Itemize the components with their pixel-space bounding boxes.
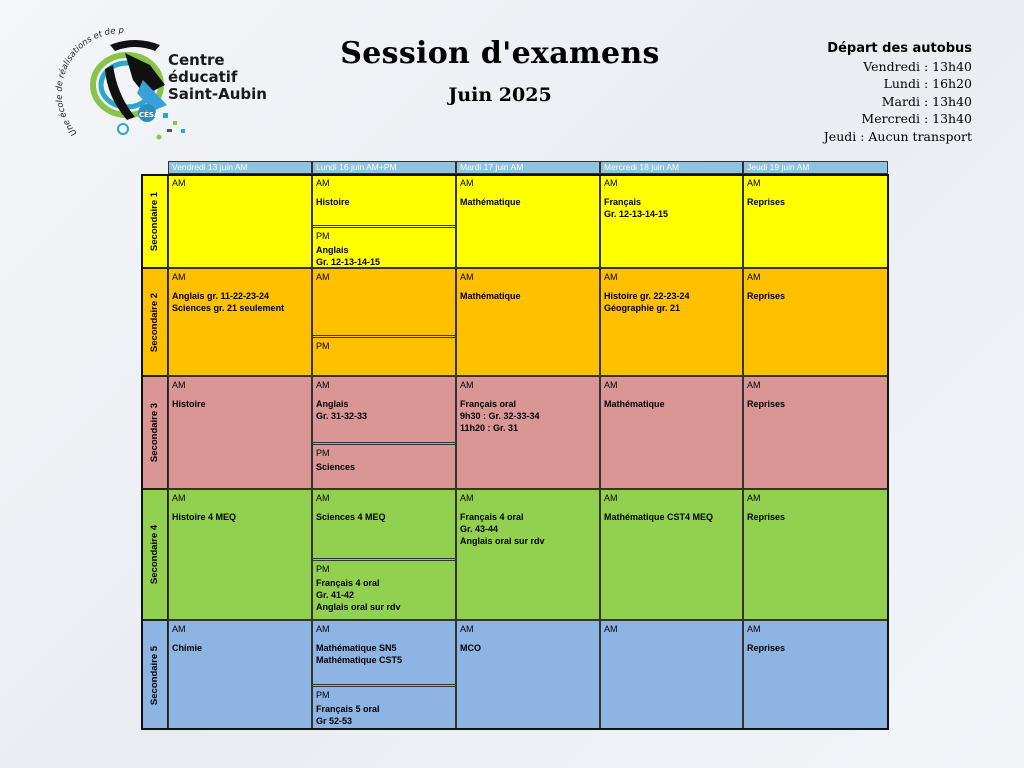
exam-subject: Français 4 oral Gr. 43-44 Anglais oral sur rdv: [460, 512, 545, 546]
page-subtitle: Juin 2025: [448, 84, 552, 106]
day-header: Lundi 16 juin AM+PM: [312, 161, 456, 174]
exam-subject: Reprises: [747, 197, 786, 207]
schedule-cell: [600, 268, 743, 376]
exam-subject: Histoire gr. 22-23-24 Géographie gr. 21: [604, 291, 690, 313]
exam-subject: Français oral 9h30 : Gr. 32-33-34 11h20 : Gr. 31: [460, 399, 540, 433]
schedule-cell: [456, 376, 600, 489]
exam-subject: Chimie: [172, 643, 203, 653]
pm-block: [316, 230, 380, 268]
period-label: PM: [316, 231, 330, 241]
schedule-cell: [312, 489, 456, 620]
period-label: AM: [172, 493, 186, 503]
schedule-cell: [168, 174, 312, 268]
exam-subject: Français Gr. 12-13-14-15: [604, 197, 669, 219]
logo-badge: CÉSA: [139, 111, 160, 119]
schedule-cell: [743, 268, 888, 376]
page-title: Session d'examens: [340, 36, 660, 71]
schedule-cell: [743, 174, 888, 268]
exam-subject: Anglais gr. 11-22-23-24 Sciences gr. 21 seulement: [172, 291, 285, 313]
am-pm-divider: [313, 684, 455, 687]
period-label: AM: [316, 624, 330, 634]
level-label-text: Secondaire 4: [149, 524, 161, 585]
exam-subject: Mathématique: [460, 291, 521, 301]
period-label: AM: [747, 624, 761, 634]
exam-subject: Mathématique CST4 MEQ: [604, 512, 714, 522]
exam-subject: Mathématique: [460, 197, 521, 207]
bus-line: Mardi : 13h40: [881, 93, 972, 109]
bus-line: Vendredi : 13h40: [863, 58, 972, 74]
period-label: AM: [747, 272, 761, 282]
schedule-cell: [456, 620, 600, 730]
period-label: PM: [316, 690, 330, 700]
exam-subject: Sciences: [316, 462, 356, 472]
period-label: AM: [172, 624, 186, 634]
period-label: PM: [316, 564, 330, 574]
exam-subject: Reprises: [747, 512, 786, 522]
exam-subject: Reprises: [747, 291, 786, 301]
schedule-cell: [600, 174, 743, 268]
schedule-cell: [600, 376, 743, 489]
period-label: AM: [460, 493, 474, 503]
schedule-cell: [312, 174, 456, 268]
day-header: Jeudi 19 juin AM: [743, 161, 888, 174]
period-label: AM: [747, 493, 761, 503]
schedule-cell: [456, 489, 600, 620]
am-pm-divider: [313, 335, 455, 338]
schedule-cell: [743, 620, 888, 730]
period-label: AM: [460, 178, 474, 188]
logo-line-3: Saint-Aubin: [168, 85, 267, 103]
exam-subject: Mathématique SN5 Mathématique CST5: [316, 643, 403, 665]
period-label: AM: [316, 380, 330, 390]
schedule-cell: [168, 620, 312, 730]
period-label: AM: [460, 380, 474, 390]
period-label: AM: [604, 178, 618, 188]
exam-subject: Anglais Gr. 31-32-33: [316, 399, 368, 421]
exam-subject: Reprises: [747, 643, 786, 653]
logo-line-1: Centre: [168, 51, 225, 69]
schedule-cell: [743, 489, 888, 620]
period-label: AM: [172, 380, 186, 390]
period-label: AM: [604, 272, 618, 282]
level-label: [141, 489, 168, 620]
period-label: AM: [747, 178, 761, 188]
period-label: AM: [316, 272, 330, 282]
schedule-cell: [456, 174, 600, 268]
schedule-cell: [168, 489, 312, 620]
bus-title: Départ des autobus: [827, 41, 972, 56]
level-label: [141, 620, 168, 730]
schedule-cell: [600, 620, 743, 730]
period-label: AM: [460, 624, 474, 634]
period-label: AM: [316, 178, 330, 188]
level-label-text: Secondaire 5: [149, 645, 161, 705]
pm-block: [316, 340, 330, 352]
am-pm-divider: [313, 442, 455, 445]
period-label: AM: [747, 380, 761, 390]
exam-subject: Histoire 4 MEQ: [172, 512, 237, 522]
bus-line: Mercredi : 13h40: [861, 111, 972, 126]
schedule-cell: [312, 620, 456, 730]
level-label: [141, 376, 168, 489]
period-label: AM: [172, 178, 186, 188]
level-label: [141, 268, 168, 376]
exam-subject: Anglais Gr. 12-13-14-15: [316, 245, 381, 267]
schedule-cell: [168, 376, 312, 489]
schedule-cell: [312, 268, 456, 376]
logo-wordmark: [168, 52, 267, 103]
schedule-cell: [600, 489, 743, 620]
period-label: AM: [172, 272, 186, 282]
schedule-cell: [312, 376, 456, 489]
pm-block: [316, 563, 401, 613]
period-label: AM: [316, 493, 330, 503]
exam-subject: MCO: [460, 643, 481, 653]
period-label: AM: [604, 380, 618, 390]
exam-subject: Mathématique: [604, 399, 665, 409]
period-label: AM: [460, 272, 474, 282]
exam-subject: Reprises: [747, 399, 786, 409]
level-label: [141, 174, 168, 268]
period-label: AM: [604, 624, 618, 634]
day-header: Mardi 17 juin AM: [456, 161, 600, 174]
bus-departures: [824, 40, 972, 145]
period-label: PM: [316, 448, 330, 458]
bus-line: Jeudi : Aucun transport: [823, 128, 972, 144]
exam-subject: Histoire: [172, 399, 206, 409]
schedule-cell: [168, 268, 312, 376]
schedule-cell: [456, 268, 600, 376]
logo-slogan: Une école de réalisations et de p: [55, 25, 124, 138]
am-pm-divider: [313, 225, 455, 228]
day-header: Mercredi 18 juin AM: [600, 161, 743, 174]
logo-line-2: éducatif: [168, 68, 238, 86]
exam-subject: Sciences 4 MEQ: [316, 512, 386, 522]
level-label-text: Secondaire 3: [149, 402, 161, 463]
bus-line: Lundi : 16h20: [883, 76, 972, 91]
pm-block: [316, 689, 380, 727]
period-label: AM: [604, 493, 618, 503]
exam-subject: Français 4 oral Gr. 41-42 Anglais oral sur rdv: [316, 578, 401, 612]
exam-subject: Français 5 oral Gr 52-53: [316, 704, 380, 726]
am-pm-divider: [313, 558, 455, 561]
exam-subject: Histoire: [316, 197, 350, 207]
level-label-text: Secondaire 2: [149, 292, 161, 352]
period-label: PM: [316, 341, 330, 351]
pm-block: [316, 447, 355, 473]
level-label-text: Secondaire 1: [149, 191, 161, 251]
schedule-cell: [743, 376, 888, 489]
day-header: Vendredi 13 juin AM: [168, 161, 312, 174]
